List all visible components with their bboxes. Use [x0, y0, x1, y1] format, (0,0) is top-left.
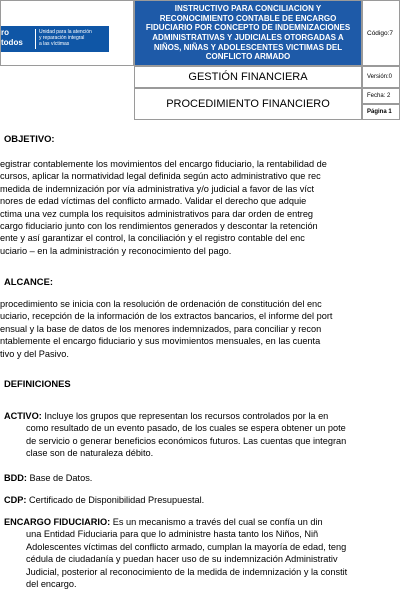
def-encargo-line: cédula de ciudadanía y puedan hacer uso de su indemnización Administrativ: [26, 554, 338, 565]
def-bdd: [4, 472, 400, 484]
def-activo-term: ACTIVO:: [4, 411, 42, 421]
def-activo: [4, 410, 400, 460]
def-activo-line: como resultado de un evento pasado, de los cuales se espera obtener un pote: [26, 423, 346, 434]
document-title: INSTRUCTIVO PARA CONCILIACION Y RECONOCIMIENTO CONTABLE DE ENCARGO FIDUCIARIO POR CONCEPTO DE INDEMNIZACIONES ADMINISTRATIVAS Y JUDICIALES OTORGADAS A NIÑOS, NIÑAS Y ADOLESCENTES VICTIMAS DEL CONFLICTO ARMADO: [145, 4, 351, 62]
objetivo-line: cursos, aplicar la normatividad legal definida según acto administrativo que rec: [0, 171, 321, 182]
alcance-line: ntablemente el encargo fiduciario y sus movimientos mensuales, en las cuenta: [0, 336, 321, 347]
def-cdp-term: CDP:: [4, 495, 27, 505]
definiciones-heading: DEFINICIONES: [4, 378, 71, 389]
logo-cell: [0, 0, 134, 66]
def-encargo: [4, 516, 400, 590]
def-activo-line: [4, 410, 400, 422]
def-activo-line: de servicio o generar beneficios económicos futuros. Las cuentas que integran: [26, 435, 347, 446]
def-cdp-text: Certificado de Disponibilidad Presupuestal.: [26, 495, 205, 505]
version-cell: [362, 66, 400, 88]
def-encargo-line: una Entidad Fiduciaria para que lo administre hasta tanto los Niños, Niñ: [26, 529, 319, 540]
def-bdd-term: BDD:: [4, 473, 27, 483]
def-encargo-term: ENCARGO FIDUCIARIO:: [4, 517, 111, 527]
def-cdp: [4, 494, 400, 506]
logo-right-text: Unidad para la atención y reparación integral a las víctimas: [39, 29, 92, 47]
document-version: Versión:0: [367, 74, 393, 80]
objetivo-heading: OBJETIVO:: [4, 133, 55, 144]
page-cell: [362, 104, 400, 120]
entity-logo: [1, 26, 109, 52]
alcance-line: uciario, recepción de la información de los extractos bancarios, el informe del port: [0, 311, 333, 322]
alcance-line: tivo y del Pasivo.: [0, 348, 69, 359]
def-bdd-text: Base de Datos.: [26, 473, 93, 483]
def-activo-text: Incluye los grupos que representan los recursos controlados por la en: [41, 411, 329, 421]
objetivo-line: nores de edad víctimas del conflicto armado. Validar el derecho que adquie: [0, 196, 307, 207]
objetivo-line: uciario – en la administración y reconocimiento del pago.: [0, 245, 232, 256]
procedure-cell: [134, 88, 362, 120]
document-title-cell: [134, 0, 362, 66]
def-encargo-line: Judicial, posterior al reconocimiento de la medida de indemnización y la constit: [26, 566, 348, 577]
objetivo-line: medida de indemnización por vía administrativa y/o judicial a favor de las víct: [0, 183, 315, 194]
objetivo-line: egistrar contablemente los movimientos del encargo fiduciario, la rentabilidad de: [0, 159, 327, 169]
procedure-name: PROCEDIMIENTO FINANCIERO: [166, 98, 330, 110]
alcance-line: procedimiento se inicia con la resolución de ordenación de constitución del enc: [0, 299, 322, 309]
date-cell: [362, 88, 400, 104]
alcance-heading: ALCANCE:: [4, 276, 53, 287]
alcance-paragraph: [0, 298, 400, 360]
code-cell: [362, 0, 400, 66]
def-activo-line: clase son de naturaleza débito.: [26, 448, 154, 459]
document-date: Fecha: 2: [367, 93, 391, 99]
process-area: GESTIÓN FINANCIERA: [188, 71, 308, 83]
page-number: Página 1: [367, 109, 392, 115]
def-encargo-text: Es un mecanismo a través del cual se confía un din: [110, 517, 323, 527]
objetivo-paragraph: [0, 158, 400, 257]
document-code: Código:7: [367, 29, 394, 37]
objetivo-line: ente y así garantizar el control, la conciliación y el registro contable del enc: [0, 233, 305, 244]
def-encargo-line: Adolescentes víctimas del conflicto armado, cumplan la mayoría de edad, teng: [26, 541, 347, 552]
logo-left-text: ro todos: [1, 28, 23, 47]
def-encargo-line: del encargo.: [26, 579, 77, 590]
area-cell: [134, 66, 362, 88]
def-encargo-line: [4, 516, 400, 528]
alcance-line: ensual y la base de datos de los menores indemnizados, para conciliar y recon: [0, 323, 322, 334]
logo-divider: [35, 29, 36, 49]
logo-spacer: [0, 66, 134, 120]
objetivo-line: ctima una vez cumpla los requisitos administrativos para dar orden de entreg: [0, 208, 314, 219]
objetivo-line: cargo fiduciario junto con los rendimientos generados y descontar la retención: [0, 221, 318, 232]
document-header: [0, 0, 400, 122]
